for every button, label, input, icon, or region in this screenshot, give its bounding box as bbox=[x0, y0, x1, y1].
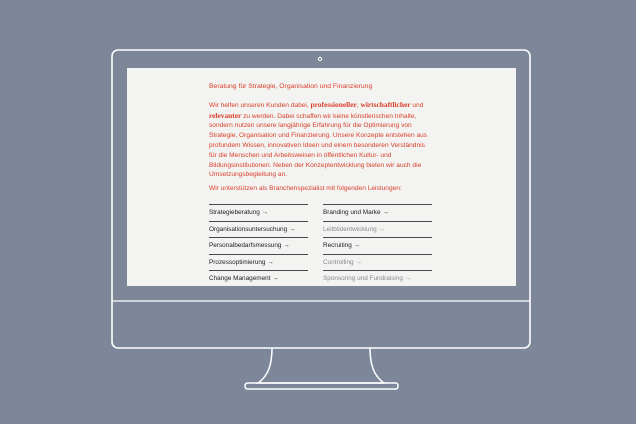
service-label: Sponsoring und Fundraising bbox=[323, 275, 403, 282]
monitor-screen bbox=[127, 68, 516, 286]
intro-emphasis-wirtschaftlicher: wirtschaftlicher bbox=[360, 99, 411, 109]
intro-text-1: Wir helfen unseren Kunden dabei, bbox=[209, 101, 311, 109]
service-label: Branding und Marke bbox=[323, 209, 381, 216]
service-label: Prozessoptimierung bbox=[209, 258, 266, 266]
page-content bbox=[209, 82, 433, 194]
services-lead: Wir unterstützen als Branchenspezialist mit folgenden Leistungen: bbox=[209, 185, 402, 193]
camera-icon bbox=[318, 57, 321, 60]
service-link-change-management[interactable] bbox=[209, 270, 308, 286]
service-label: Organisationsuntersuchung bbox=[209, 225, 288, 233]
arrow-right-icon: → bbox=[382, 209, 389, 216]
service-label: Strategieberatung bbox=[209, 209, 260, 216]
service-link-prozessoptimierung[interactable] bbox=[209, 254, 308, 271]
intro-text-2: und bbox=[410, 101, 424, 109]
service-link-sponsoring[interactable] bbox=[323, 270, 432, 286]
arrow-right-icon: → bbox=[378, 225, 386, 233]
intro-separator: , bbox=[356, 101, 361, 109]
service-link-controlling[interactable] bbox=[323, 254, 432, 271]
service-link-organisationsuntersuchung[interactable] bbox=[209, 221, 308, 238]
service-link-leitbildentwicklung[interactable] bbox=[323, 221, 432, 238]
intro-emphasis-relevanter: relevanter bbox=[209, 110, 242, 120]
page-heading: Beratung für Strategie, Organisation und Finanzierung bbox=[209, 83, 373, 90]
monitor-stand bbox=[258, 348, 384, 383]
service-label: Change Management bbox=[209, 275, 271, 282]
arrow-right-icon: → bbox=[355, 258, 362, 266]
service-link-recruiting[interactable] bbox=[323, 237, 432, 254]
service-link-personalbedarfsmessung[interactable] bbox=[209, 237, 308, 254]
service-label: Recruiting bbox=[323, 242, 352, 249]
arrow-right-icon: → bbox=[404, 275, 412, 282]
service-link-branding[interactable] bbox=[323, 204, 432, 221]
arrow-right-icon: → bbox=[267, 258, 274, 266]
monitor-base bbox=[245, 383, 398, 389]
service-link-strategieberatung[interactable] bbox=[209, 204, 308, 221]
intro-emphasis-professioneller: professioneller bbox=[310, 99, 357, 109]
arrow-right-icon: → bbox=[261, 209, 269, 216]
service-label: Leitbildentwicklung bbox=[323, 225, 377, 233]
service-label: Personalbedarfsmessung bbox=[209, 242, 282, 249]
intro-paragraph bbox=[209, 100, 433, 180]
arrow-right-icon: → bbox=[283, 242, 290, 249]
service-label: Controlling bbox=[323, 258, 354, 266]
arrow-right-icon: → bbox=[272, 275, 279, 282]
intro-text-3: zu werden. Dabei schaffen wir keine künstlerischen Inhalte, sondern nutzen unsere langjährige Erfahrung für die Optimierung von Strategie, Organisation und Finanzierung. Unsere Konzepte entstehen aus profundem Wissen, innovativen Ideen und einem besonderen Verständnis für die Menschen und Arbeitsweisen in öffentlichen Kultur- und Bildungsinstitutionen. Neben der Konzeptentwicklung bieten wir auch die Umsetzungsbegleitung an. bbox=[209, 112, 428, 179]
services-grid bbox=[209, 204, 432, 286]
arrow-right-icon: → bbox=[289, 225, 296, 233]
arrow-right-icon: → bbox=[353, 242, 361, 249]
